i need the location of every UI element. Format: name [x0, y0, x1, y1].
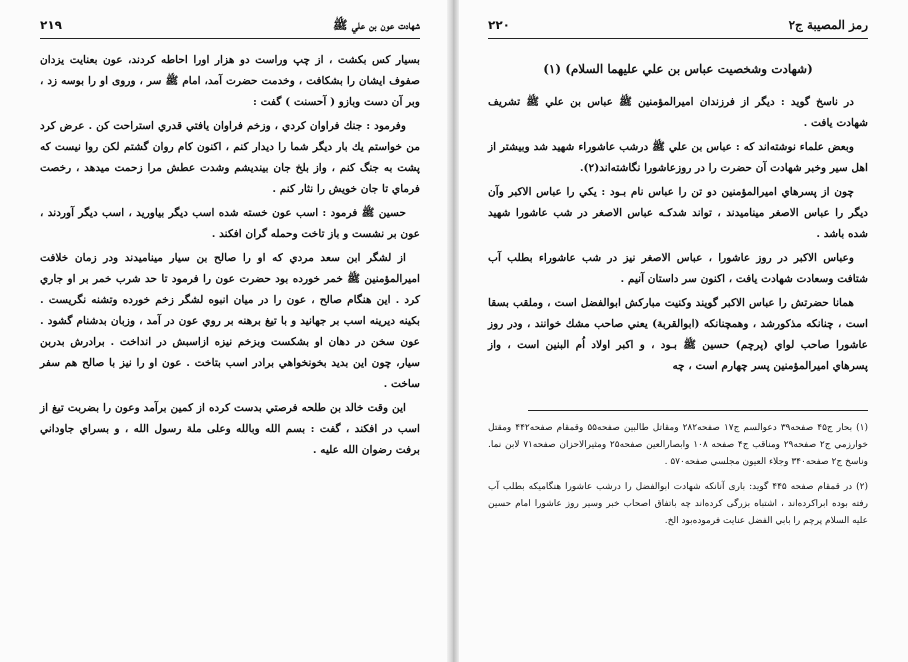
footnote-divider	[528, 410, 868, 411]
running-head: شهادت عون بن علي ﷺ	[333, 18, 420, 32]
paragraph: وعباس الاكبر در روز عاشورا ، عباس الاصغر نيز در شب عاشوراء بطلب آب شتافت وسعادت شهادت يافت ، اكنون سر داستان آنيم .	[488, 252, 868, 285]
chapter-title: (شهادت وشخصيت عباس بن علي عليهما السلام) (۱)	[543, 62, 813, 76]
footnote: (۱) بحار ج۴۵ صفحه۳۹ دعوالسم ج۱۷ صفحه۲۸۲ ومقاتل طالبين صفحه۵۵ وقمقام صفحه۴۴۲ ومقتل خوارزمي ج۲ صفحه۲۹ ومناقب ج۴ صفحه ۱۰۸ وابصارالعين صفحه۲۵ ومثيرالاحزان صفحه۷۱ لابن نما. وناسخ ج۲ صفحه۳۴۰ وجلاء العيون مجلسي صفحه۵۷۰ .	[488, 423, 868, 467]
page-number: ۲۲۰	[488, 18, 510, 32]
left-page	[30, 0, 430, 662]
right-page-body	[488, 92, 868, 380]
footnotes	[488, 420, 868, 538]
paragraph: حسين ﷺ فرمود : اسب عون خسته شده اسب ديگر بياوريد ، اسب ديگر آوردند ، عون بر نشست و باز تاخت وحمله گران افكند .	[40, 207, 420, 240]
page-number: ۲۱۹	[40, 18, 62, 32]
paragraph: در ناسخ گويد : ديگر از فرزندان اميرالمؤمنين ﷺ عباس بن علي ﷺ تشريف شهادت يافت .	[488, 96, 868, 129]
paragraph: اين وقت خالد بن طلحه فرصتي بدست كرده از كمين برآمد وعون را بضربت تيغ از اسب در افكند ، گفت : بسم الله وبالله وعلى ملة رسول الله ، و بسراي جاوداني برفت رضوان الله عليه .	[40, 402, 420, 456]
book-gutter	[447, 0, 459, 662]
paragraph: وفرمود : جنك فراوان كردي ، وزخم فراوان يافتي قدري استراحت كن . عرض كرد من خواستم يك بار ديگر شما را ديدار كنم ، اكنون كام روان گشتم لكن روا نيست كه پشت به جنگ كنم ، واز بلخ جان بينديشم وشدت عطش مرا زحمت ميدهد ، رخصت فرماي تا جان خويش را نثار كنم .	[40, 120, 420, 195]
paragraph: چون از پسرهاي اميرالمؤمنين دو تن را عباس نام بـود : يكي را عباس الاكبر وآن ديگر را عباس الاصغر ميناميدند ، تواند شدكـه عباس الاصغر در شب عاشورا شهيد شده باشد .	[488, 186, 868, 240]
paragraph: بسیار کس بکشت ، از چپ وراست دو هزار اورا احاطه کردند، عون بعنایت یزدان صفوف ایشان را بشکافت ، وخدمت حضرت آمد، امام ﷺ سر ، وروی او را بوسه زد ، وبر آن دست وبازو ( آحسنت ) گفت :	[40, 54, 420, 108]
right-page	[478, 0, 878, 662]
paragraph: وبعض علماء نوشته‌اند كه : عباس بن علي ﷺ درشب عاشوراء شهيد شد وبيشتر از اهل سير وخبر شهادت آن حضرت را در روزعاشورا نگاشته‌اند(۲).	[488, 141, 868, 174]
left-page-header	[40, 16, 420, 39]
paragraph: همانا حضرتش را عباس الاكبر گويند وكنيت مباركش ابوالفضل است ، وملقب بسقا است ، چنانكه مذكورشد ، وهمچنانكه (ابوالقربة) يعني صاحب مشك خوانند ، ودر روز عاشورا صاحب لواي (پرچم) حسين ﷺ بـود ، و اكبر اولاد اُم البنين است ، واز پسرهاي اميرالمؤمنين پسر چهارم است ، چه	[488, 297, 868, 372]
right-page-header	[488, 16, 868, 39]
paragraph: از لشگر ابن سعد مردي كه او را صالح بن سيار مينامیدند ودر زمان خلافت اميرالمؤمنين ﷺ خمر خورده بود حضرت عون را فرمود تا حد شرب خمر بر او جاري كرد . اين هنگام صالح ، عون را در ميان انبوه لشگر زخم خورده وتشنه نگريست . بكينه ديرينه اسب بر جهانيد و با تيغ برهنه بر روي عون در آمد ، وزبان بدشنام گشود . عون سخن در دهان او بشكست وبزخم نيزه ازاسبش در انداخت . برادرش بدربن سيار، چون اين بديد بخونخواهي برادر اسب بتاخت . عون او را نيز با صالح هم سفر ساخت .	[40, 252, 420, 390]
footnote: (۲) در قمقام صفحه ۴۴۵ گويد: بارى آنانكه شهادت ابوالفضل را درشب عاشورا هنگاميكه بطلب آب رفته بوده ابراكرده‌اند ، اشتباه بزرگی كرده‌اند چه باتفاق اصحاب خبر وسير روز عاشورا امام حسين عليه السلام پرچم را بابي الفضل عنايت فرموده‌بود الخ.	[488, 482, 868, 526]
left-page-body	[40, 50, 420, 464]
running-head: رمز المصيبة ج۲	[788, 18, 868, 32]
